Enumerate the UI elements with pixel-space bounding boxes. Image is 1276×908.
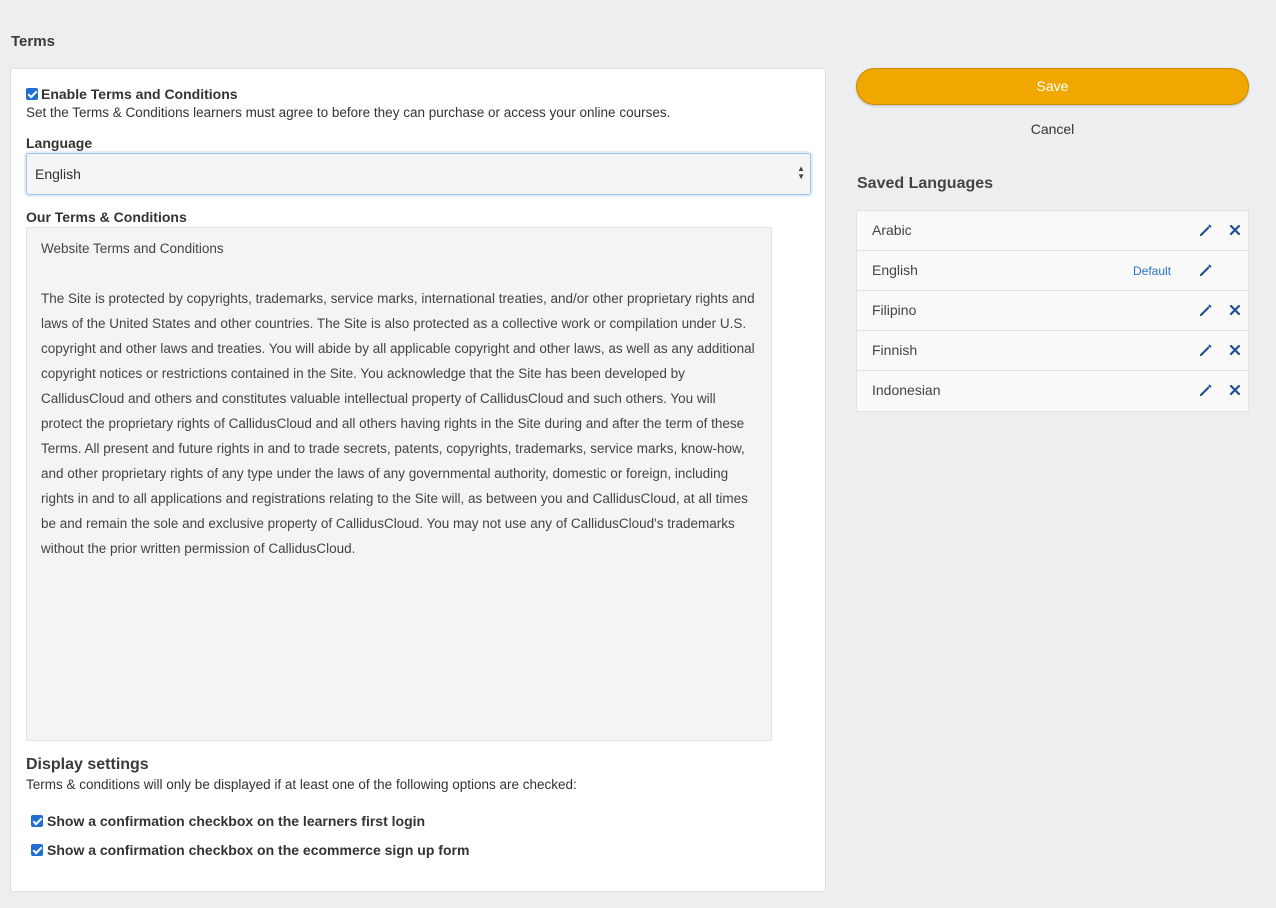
option-first-login[interactable] — [31, 813, 425, 829]
language-name: English — [872, 262, 918, 278]
saved-language-arabic — [857, 211, 1248, 251]
saved-language-indonesian — [857, 371, 1248, 411]
language-select-value: English — [35, 166, 81, 182]
saved-languages-list — [856, 210, 1249, 412]
pencil-icon[interactable] — [1198, 262, 1214, 278]
close-icon[interactable] — [1228, 303, 1242, 317]
display-settings-title: Display settings — [26, 756, 149, 773]
enable-terms-label: Enable Terms and Conditions — [41, 86, 238, 102]
close-icon[interactable] — [1228, 383, 1242, 397]
option-ecommerce-signup-label: Show a confirmation checkbox on the ecommerce sign up form — [47, 842, 470, 858]
pencil-icon[interactable] — [1198, 222, 1214, 238]
language-label: Language — [26, 135, 93, 151]
display-settings-description: Terms & conditions will only be displayed if at least one of the following options are checked: — [26, 777, 577, 792]
terms-textarea[interactable] — [26, 227, 772, 741]
language-name: Indonesian — [872, 382, 941, 398]
pencil-icon[interactable] — [1198, 302, 1214, 318]
language-name: Filipino — [872, 302, 917, 318]
saved-languages-title: Saved Languages — [857, 175, 994, 192]
close-icon[interactable] — [1228, 343, 1242, 357]
page-title: Terms — [11, 33, 55, 50]
saved-language-filipino — [857, 291, 1248, 331]
select-arrows-icon: ▲ ▼ — [797, 164, 805, 181]
terms-label: Our Terms & Conditions — [26, 209, 187, 225]
terms-body: The Site is protected by copyrights, trademarks, service marks, international treaties, and/or other proprietary rights and laws of the United States and other countries. The Site is also protected as a collective work or compilation under U.S. copyright and other laws and treaties. You will abide by all applicable copyright and other laws, as well as any additional copyright notices or restrictions contained in the Site. You acknowledge that the Site has been developed by CallidusCloud and others and constitutes valuable intellectual property of CallidusCloud and such others. You will protect the proprietary rights of CallidusCloud and all others having rights in the Site during and after the term of these Terms. All present and future rights in and to trade secrets, patents, copyrights, trademarks, service marks, know-how, and other proprietary rights of any type under the laws of any governmental authority, domestic or foreign, including rights in and to all applications and registrations relating to the Site will, as between you and CallidusCloud, at all times be and remain the sole and exclusive property of CallidusCloud. You may not use any of CallidusCloud's trademarks without the prior written permission of CallidusCloud. — [41, 291, 755, 556]
option-first-login-label: Show a confirmation checkbox on the learners first login — [47, 813, 426, 829]
option-ecommerce-signup[interactable] — [31, 842, 469, 858]
ecommerce-signup-checkbox[interactable] — [31, 844, 43, 856]
terms-card — [10, 68, 826, 892]
pencil-icon[interactable] — [1198, 382, 1214, 398]
language-name: Finnish — [872, 342, 918, 358]
language-name: Arabic — [872, 222, 912, 238]
terms-heading: Website Terms and Conditions — [41, 241, 224, 256]
default-badge: Default — [1133, 264, 1172, 278]
enable-terms-description: Set the Terms & Conditions learners must agree to before they can purchase or access your online courses. — [26, 105, 671, 120]
enable-terms-checkbox[interactable] — [26, 88, 38, 100]
first-login-checkbox[interactable] — [31, 815, 43, 827]
save-button[interactable]: Save — [856, 68, 1249, 105]
cancel-button[interactable]: Cancel — [1030, 121, 1075, 137]
saved-language-finnish — [857, 331, 1248, 371]
close-icon[interactable] — [1228, 223, 1242, 237]
pencil-icon[interactable] — [1198, 342, 1214, 358]
saved-language-english — [857, 251, 1248, 291]
enable-terms-row[interactable] — [26, 86, 238, 102]
language-select[interactable] — [26, 153, 811, 195]
